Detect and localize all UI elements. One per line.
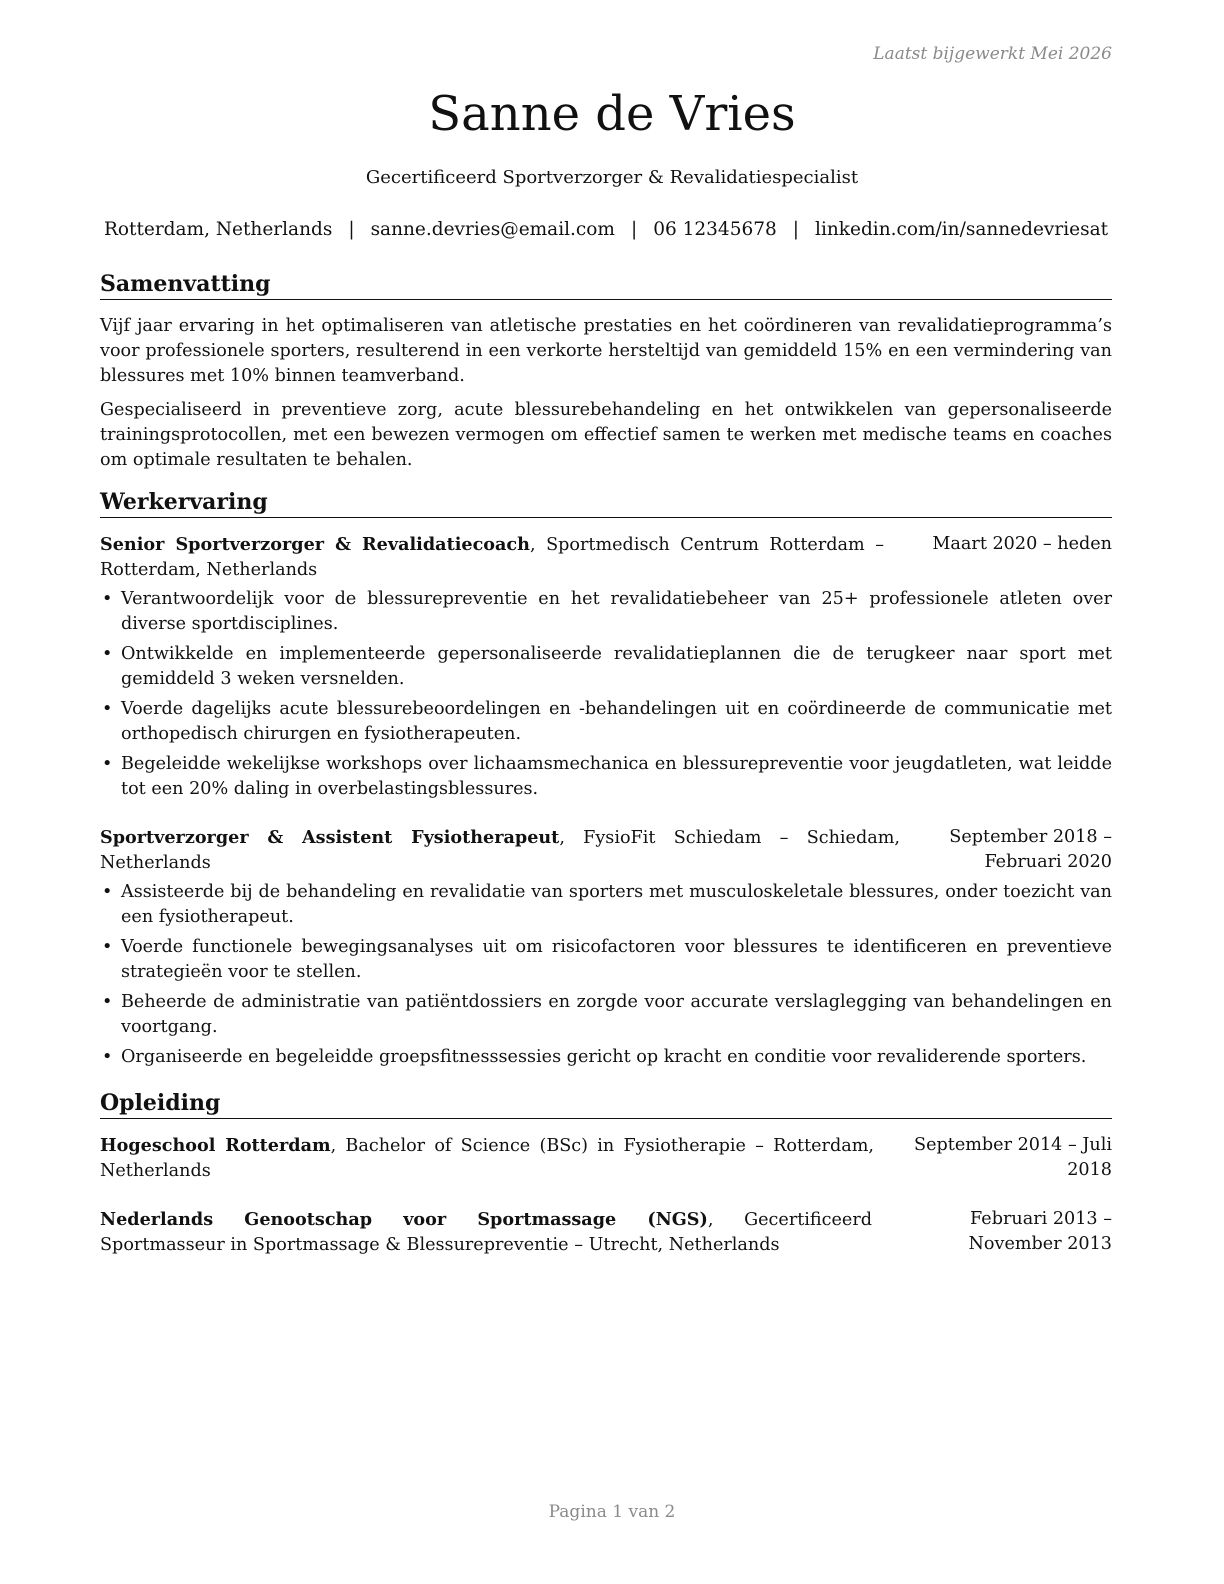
job-bullet-list xyxy=(100,880,1112,1075)
education-dates: Februari 2013 – November 2013 xyxy=(968,1209,1112,1254)
summary-paragraph: Vijf jaar ervaring in het optimaliseren van atletische prestaties en het coördineren van revalidatieprogramma’s voor professionele sporters, resulterend in een verkorte hersteltijd van gemiddeld 15% en een vermindering van blessures met 10% binnen teamverband. xyxy=(100,316,1112,386)
page-number: Pagina 1 van 2 xyxy=(548,1502,676,1522)
job-title: Senior Sportverzorger & Revalidatiecoach xyxy=(100,534,530,555)
contact-separator: | xyxy=(630,219,638,240)
education-entry xyxy=(100,1133,1112,1184)
list-item: • Beheerde de administratie van patiëntdossiers en zorgde voor accurate verslaglegging van behandelingen en voortgang. xyxy=(100,990,1112,1040)
job-title-subtitle: Gecertificeerd Sportverzorger & Revalidatiespecialist xyxy=(365,167,859,188)
list-item: • Verantwoordelijk voor de blessurepreventie en het revalidatiebeheer van 25+ professionele atleten over diverse sportdisciplines. xyxy=(100,587,1112,637)
job-title-line xyxy=(100,825,900,876)
job-title-line xyxy=(100,532,884,583)
list-item: • Voerde dagelijks acute blessurebeoordelingen en -behandelingen uit en coördineerde de communicatie met orthopedisch chirurgen en fysiotherapeuten. xyxy=(100,697,1112,747)
job-entry-header xyxy=(100,825,1112,876)
list-item: • Assisteerde bij de behandeling en revalidatie van sporters met musculoskeletale blessures, onder toezicht van een fysiotherapeut. xyxy=(100,880,1112,930)
job-bullet-list xyxy=(100,587,1112,807)
education-dates: September 2014 – Juli 2018 xyxy=(914,1135,1112,1180)
list-item: • Ontwikkelde en implementeerde gepersonaliseerde revalidatieplannen die de terugkeer naar sport met gemiddeld 3 weken versnelden. xyxy=(100,642,1112,692)
job-dates: Maart 2020 – heden xyxy=(932,534,1112,554)
education-title-line xyxy=(100,1133,874,1184)
education-details: , Bachelor of Science (BSc) in Fysiotherapie – Rotterdam, Netherlands xyxy=(100,1136,874,1181)
summary-paragraph: Gespecialiseerd in preventieve zorg, acute blessurebehandeling en het ontwikkelen van gepersonaliseerde trainingsprotocollen, met een bewezen vermogen om effectief samen te werken met medische teams en coaches om optimale resultaten te behalen. xyxy=(100,400,1112,470)
contact-email[interactable]: sanne.devries@email.com xyxy=(370,219,615,240)
list-item: • Organiseerde en begeleidde groepsfitnesssessies gericht op kracht en conditie voor revaliderende sporters. xyxy=(100,1045,1112,1070)
section-heading-education: Opleiding xyxy=(100,1089,1112,1119)
contact-linkedin[interactable]: linkedin.com/in/sannedevriesat xyxy=(815,219,1109,240)
education-institution: Hogeschool Rotterdam xyxy=(100,1135,331,1156)
job-entry-header xyxy=(100,532,1112,583)
education-title-line xyxy=(100,1207,872,1258)
contact-separator: | xyxy=(348,219,355,240)
candidate-name: Sanne de Vries xyxy=(428,86,796,142)
education-entry xyxy=(100,1207,1112,1258)
contact-location: Rotterdam, Netherlands xyxy=(103,219,333,240)
last-updated-date: Laatst bijgewerkt Mei 2026 xyxy=(873,44,1112,64)
education-details: , Gecertificeerd Sportmasseur in Sportmassage & Blessurepreventie – Utrecht, Netherlands xyxy=(100,1210,873,1255)
job-title: Sportverzorger & Assistent Fysiotherapeut xyxy=(100,827,560,848)
contact-phone: 06 12345678 xyxy=(653,219,777,240)
education-institution: Nederlands Genootschap voor Sportmassage (NGS) xyxy=(100,1209,708,1230)
job-employer-location: , FysioFit Schiedam – Schiedam, Netherlands xyxy=(100,828,900,873)
list-item: • Begeleidde wekelijkse workshops over lichaamsmechanica en blessurepreventie voor jeugdatleten, wat leidde tot een 20% daling in overbelastingsblessures. xyxy=(100,752,1112,802)
contact-info xyxy=(100,219,1112,240)
list-item: • Voerde functionele bewegingsanalyses uit om risicofactoren voor blessures te identificeren en preventieve strategieën voor te stellen. xyxy=(100,935,1112,985)
section-heading-summary: Samenvatting xyxy=(100,270,1112,300)
job-dates: September 2018 – Februari 2020 xyxy=(949,827,1112,872)
job-employer-location: , Sportmedisch Centrum Rotterdam – Rotterdam, Netherlands xyxy=(100,535,885,580)
section-heading-experience: Werkervaring xyxy=(100,488,1112,518)
contact-separator: | xyxy=(792,219,800,240)
